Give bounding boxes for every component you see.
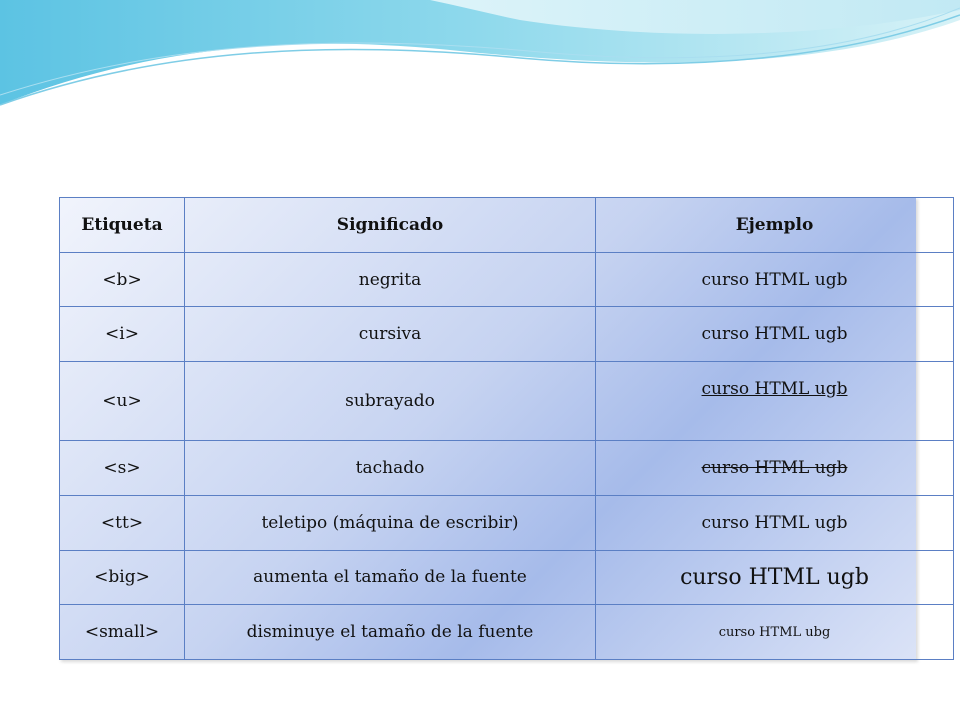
tag-cell: <i> [60,307,185,362]
meaning-cell: subrayado [185,362,596,441]
column-header-ejemplo: Ejemplo [596,198,954,253]
example-cell: curso HTML ugb [596,495,954,550]
table-row [60,362,954,441]
tag-cell: <s> [60,441,185,496]
example-cell: curso HTML ugb [596,307,954,362]
html-tags-table [59,197,954,660]
tag-cell: <tt> [60,495,185,550]
table-header-row [60,198,954,253]
table-row [60,550,954,605]
meaning-cell: disminuye el tamaño de la fuente [185,605,596,660]
example-cell-big: curso HTML ugb [596,550,954,605]
example-cell [596,441,954,496]
column-header-etiqueta: Etiqueta [60,198,185,253]
example-cell: curso HTML ugb [596,252,954,307]
tag-cell: <big> [60,550,185,605]
meaning-cell: teletipo (máquina de escribir) [185,495,596,550]
meaning-cell: aumenta el tamaño de la fuente [185,550,596,605]
meaning-cell: tachado [185,441,596,496]
column-header-significado: Significado [185,198,596,253]
table-row [60,307,954,362]
meaning-cell: negrita [185,252,596,307]
meaning-cell: cursiva [185,307,596,362]
decorative-wave-header [0,0,960,140]
table-row [60,495,954,550]
strikethrough-example-text: curso HTML ugb [701,457,848,478]
html-tags-table-container [59,197,916,660]
table-row [60,605,954,660]
table-row [60,252,954,307]
table-row [60,441,954,496]
tag-cell: <b> [60,252,185,307]
tag-cell: <u> [60,362,185,441]
underlined-example-text: curso HTML ugb [701,379,848,400]
example-cell [596,362,954,441]
example-cell-small: curso HTML ubg [596,605,954,660]
tag-cell: <small> [60,605,185,660]
